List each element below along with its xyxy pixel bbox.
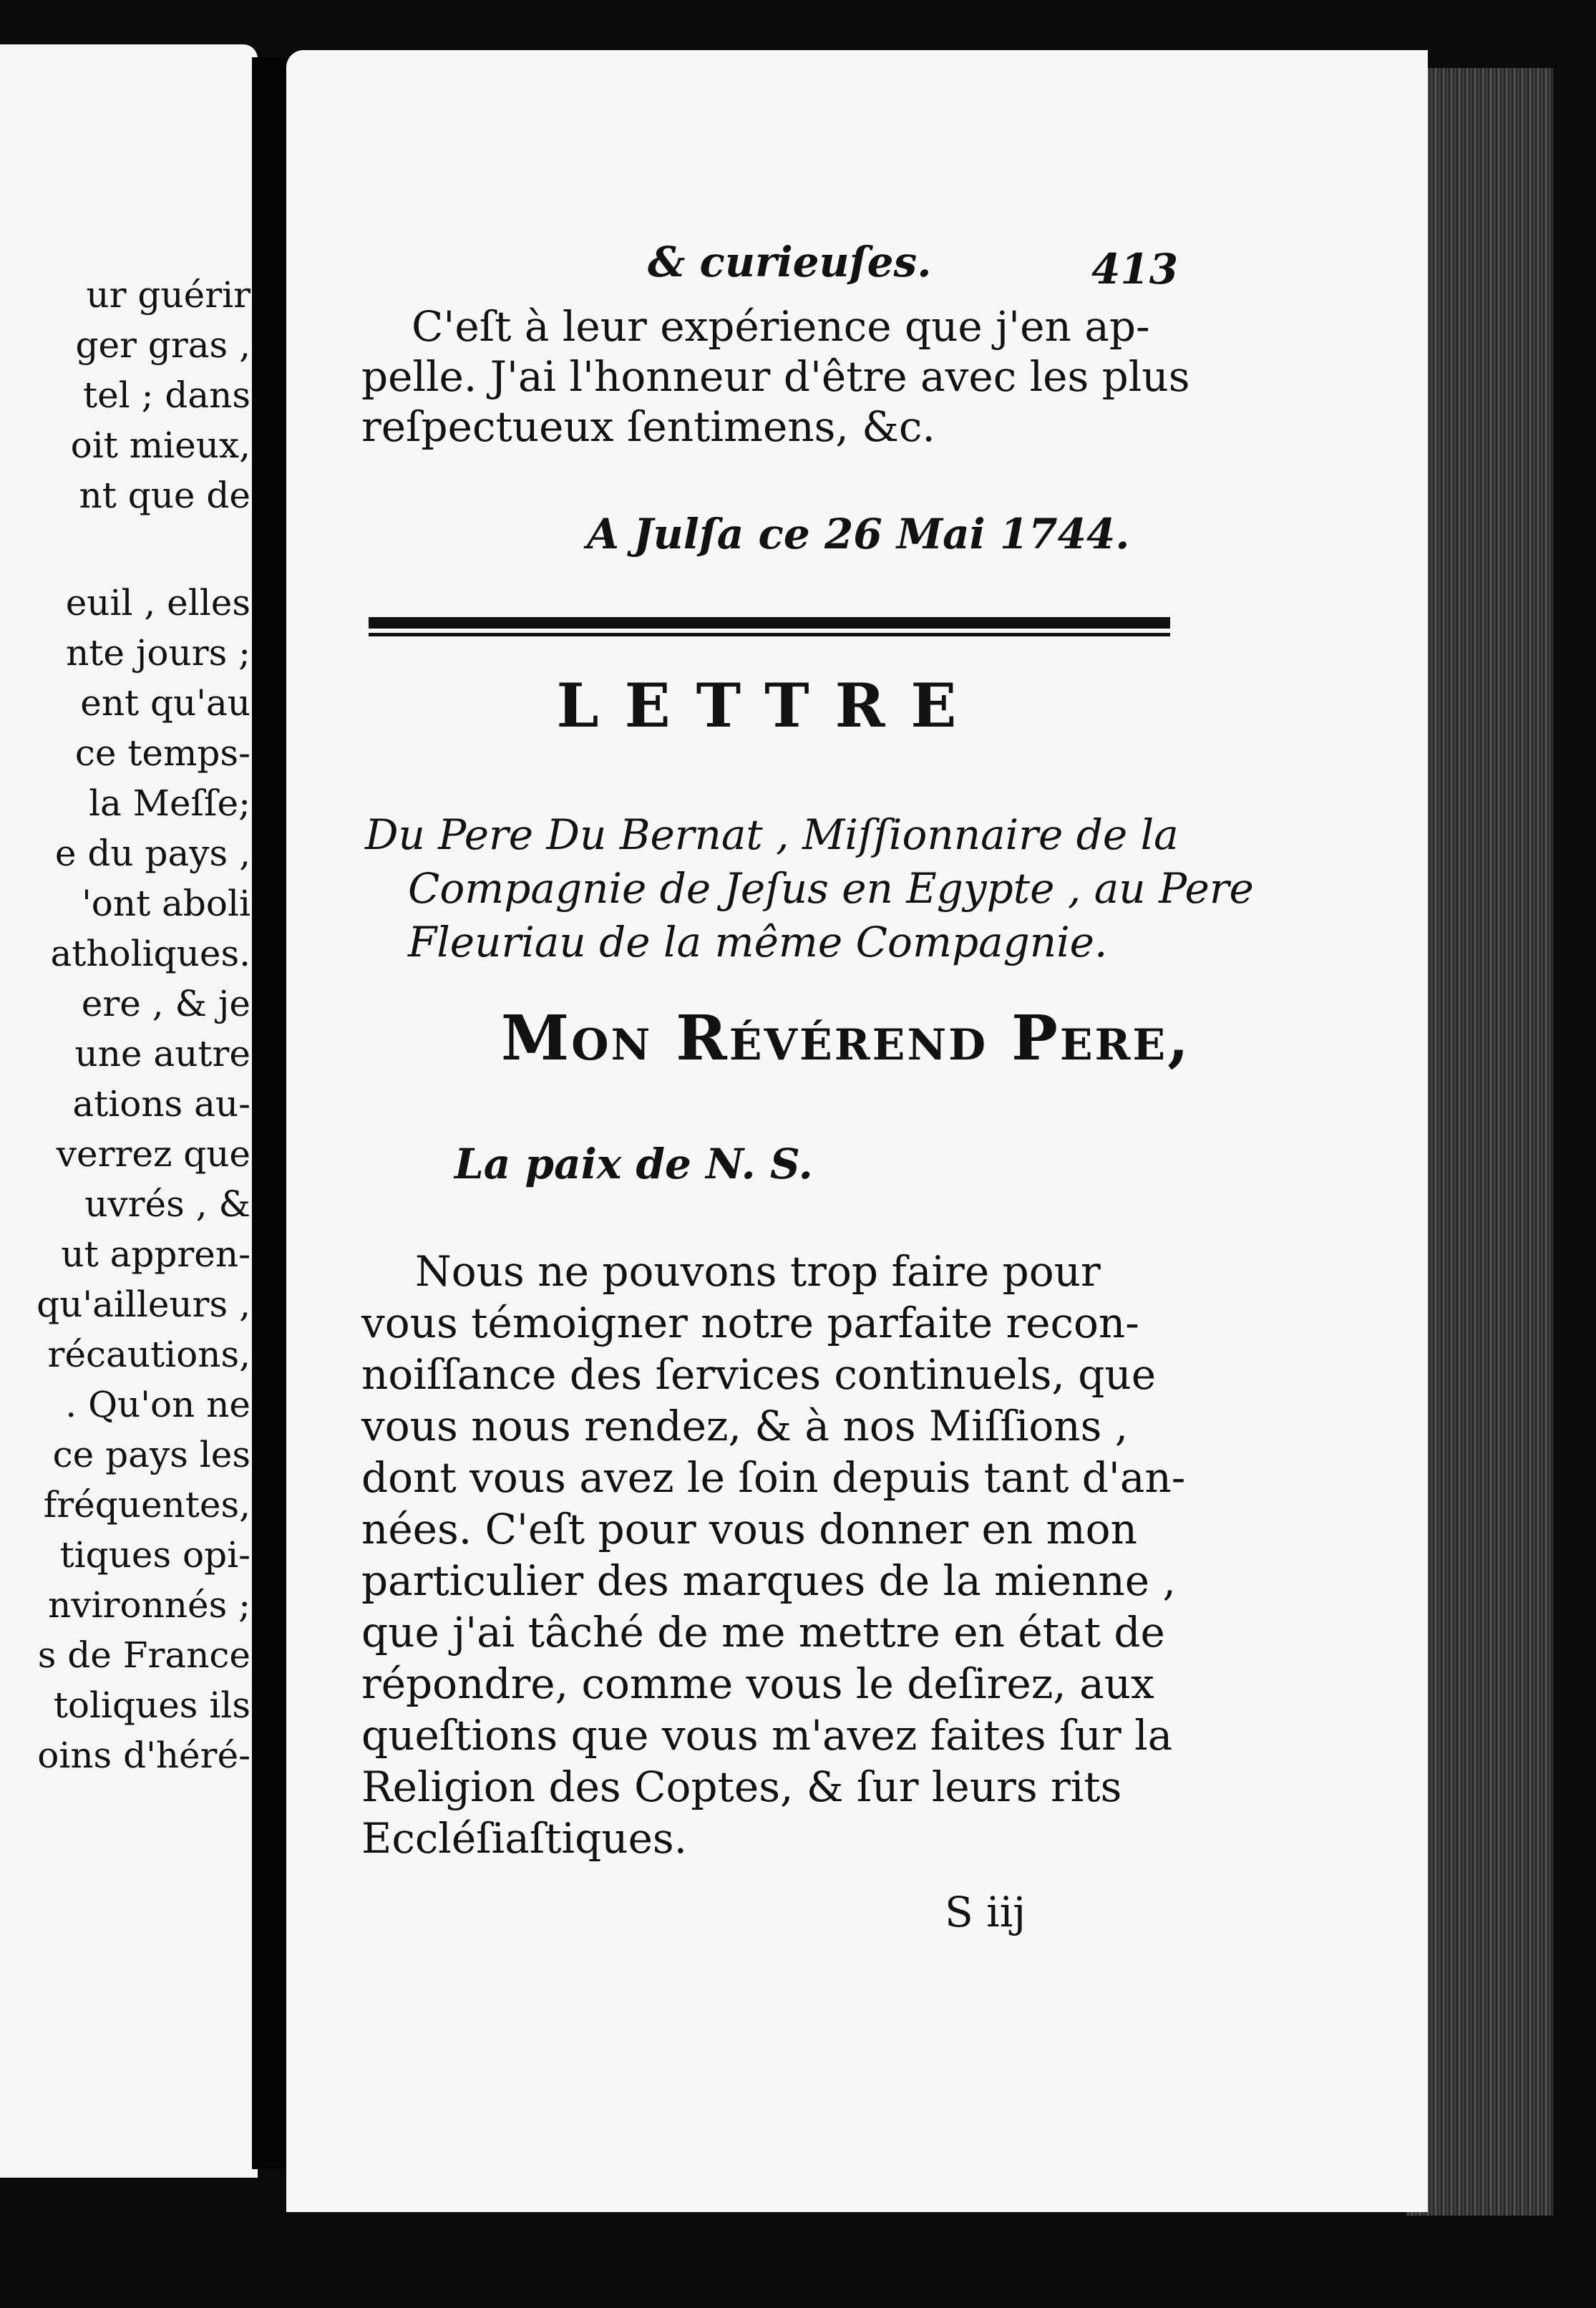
left-text-line: la Meſſe;	[89, 782, 250, 824]
section-rule-thick	[369, 617, 1170, 629]
left-text-line: uvrés , &	[84, 1183, 250, 1225]
left-text-line: euil , elles	[65, 582, 250, 624]
left-text-line: atholiques.	[50, 933, 250, 974]
page-edges	[1406, 68, 1553, 2216]
left-text-line: ce pays les	[52, 1434, 250, 1475]
left-text-line: ut appren-	[61, 1233, 250, 1275]
left-text-line: nt que de	[79, 475, 250, 516]
left-page	[0, 44, 258, 2178]
left-text-line: récautions,	[47, 1334, 250, 1375]
body-line: queſtions que vous m'avez faites ſur la	[361, 1711, 1173, 1760]
subtitle-line: Fleuriau de la même Compagnie.	[408, 918, 1108, 966]
left-text-line: ent qu'au	[80, 682, 250, 724]
page-number: 413	[1091, 245, 1179, 294]
left-text-line: tiques opi-	[59, 1534, 250, 1576]
body-line: Religion des Coptes, & ſur leurs rits	[361, 1762, 1122, 1811]
intro-line	[412, 301, 1170, 352]
body-line: que j'ai tâché de me mettre en état de	[361, 1608, 1165, 1657]
body-line: Nous ne pouvons trop faire pour	[415, 1247, 1101, 1296]
signature-mark: S iij	[945, 1888, 1026, 1936]
left-text-line: oit mieux,	[70, 425, 250, 466]
left-text-line: 'ont aboli	[82, 883, 250, 924]
left-text-line: oins d'héré-	[37, 1735, 250, 1776]
subtitle-line: Compagnie de Jeſus en Egypte , au Pere	[408, 864, 1254, 913]
body-line: dont vous avez le ſoin depuis tant d'an-	[361, 1453, 1186, 1502]
dateline: A Julſa ce 26 Mai 1744.	[587, 510, 1130, 558]
left-text-line: une autre	[74, 1033, 250, 1075]
left-text-line: qu'ailleurs ,	[37, 1284, 250, 1325]
intro-line-text: C'eſt à leur expérience que j'en ap-	[412, 302, 1150, 351]
left-text-line: s de France	[37, 1634, 250, 1676]
intro-line: pelle. J'ai l'honneur d'être avec les plus	[361, 352, 1190, 401]
body-line: vous témoigner notre parfaite recon-	[361, 1299, 1139, 1347]
left-text-line: e du pays ,	[54, 833, 250, 874]
left-text-line: verrez que	[56, 1133, 250, 1175]
left-text-line: ere , & je	[81, 983, 250, 1024]
left-text-line: fréquentes,	[43, 1484, 250, 1526]
left-text-line: ce temps-	[74, 732, 250, 774]
left-text-line: ur guérir	[86, 274, 250, 316]
body-line: vous nous rendez, & à nos Miſſions ,	[361, 1402, 1129, 1450]
body-line: répondre, comme vous le deſirez, aux	[361, 1659, 1154, 1708]
body-line: nées. C'eſt pour vous donner en mon	[361, 1505, 1137, 1553]
left-text-line: toliques ils	[53, 1684, 250, 1726]
salutation: La paix de N. S.	[454, 1140, 813, 1188]
letter-title: LETTRE	[556, 670, 983, 741]
section-rule-thin	[369, 633, 1170, 636]
left-text-line: ger gras ,	[75, 324, 250, 366]
intro-line: reſpectueux ſentimens, &c.	[361, 402, 935, 451]
left-text-line: ations au-	[72, 1083, 250, 1125]
left-text-line: . Qu'on ne	[65, 1384, 250, 1425]
left-text-line: nvironnés ;	[48, 1584, 250, 1626]
greeting: Mon Révérend Pere,	[501, 1002, 1192, 1075]
subtitle-line: Du Pere Du Bernat , Miſſionnaire de la	[365, 810, 1179, 859]
left-text-line: tel ; dans	[83, 374, 250, 416]
left-text-line: nte jours ;	[66, 632, 250, 674]
running-head: & curieuſes.	[648, 238, 932, 286]
body-line: particulier des marques de la mienne ,	[361, 1556, 1176, 1605]
body-line: noiſſance des ſervices continuels, que	[361, 1350, 1157, 1399]
body-line: Eccléſiaſtiques.	[361, 1814, 688, 1863]
